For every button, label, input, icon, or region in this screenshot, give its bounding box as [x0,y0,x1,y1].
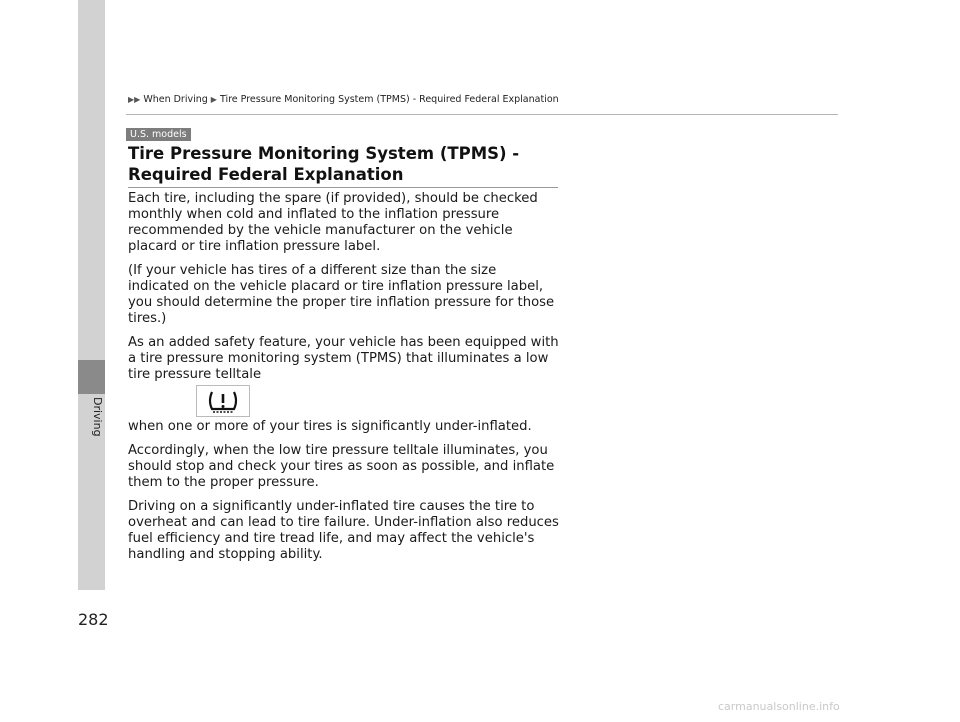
paragraph: Accordingly, when the low tire pressure telltale illuminates, you should stop and check your tires as soon as possible, and inflate them to the proper pressure. [128,443,555,490]
header-divider [126,114,838,115]
watermark: carmanualsonline.info [718,700,840,713]
breadcrumb-item[interactable]: Tire Pressure Monitoring System (TPMS) - Required Federal Explanation [219,94,559,105]
section-title: Tire Pressure Monitoring System (TPMS) - Required Federal Explanation [128,144,520,184]
triangle-right-icon: ▶ [210,95,217,104]
chapter-marker [78,360,105,394]
low-tire-pressure-icon [196,385,250,417]
paragraph: Each tire, including the spare (if provided), should be checked monthly when cold and inflated to the inflation pressure recommended by the vehicle manufacturer on the vehicle placard or tire inflation pressure label. [128,191,538,254]
chapter-sidebar [78,0,105,590]
page-number: 282 [78,610,109,629]
breadcrumb-item[interactable]: When Driving [143,94,208,105]
chapter-label: Driving [91,397,104,437]
paragraph: (If your vehicle has tires of a different size than the size indicated on the vehicle placard or tire inflation pressure label, you should determine the proper tire inflation pressure for those tires.) [128,263,555,326]
paragraph: Driving on a significantly under-inflated tire causes the tire to overheat and can lead to tire failure. Under-inflation also reduces fuel efficiency and tire tread life, and may affect the vehicle's handling and stopping ability. [128,499,559,562]
section-body [128,191,560,571]
triangle-right-icon: ▶▶ [128,95,141,104]
region-badge: U.S. models [126,128,191,141]
title-divider [128,187,558,188]
paragraph: As an added safety feature, your vehicle has been equipped with a tire pressure monitoring system (TPMS) that illuminates a low tire pressure telltale [128,335,559,382]
paragraph: when one or more of your tires is significantly under-inflated. [128,419,532,434]
breadcrumb [128,94,559,105]
